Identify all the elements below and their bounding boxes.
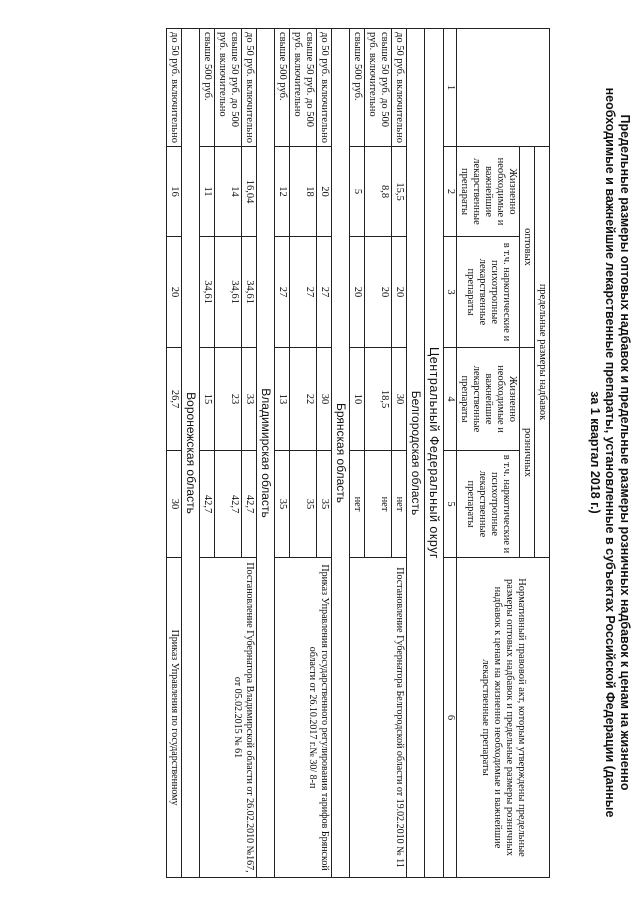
region-row xyxy=(407,29,425,878)
group-header: предельные размеры надбавок xyxy=(535,147,550,558)
range-header xyxy=(457,29,550,147)
wholesale-narcotic-header: в т.ч. наркотические и психотропные лекарственные препараты xyxy=(457,237,520,348)
retail-narcotic-value: 35 xyxy=(290,451,317,558)
column-index: 3 xyxy=(444,237,457,348)
price-range: до 50 руб. включительно xyxy=(392,29,407,147)
column-index: 2 xyxy=(444,147,457,237)
region-row xyxy=(182,29,200,878)
wholesale-vital-header: Жизненно необходимые и важнейшие лекарственные препараты xyxy=(457,147,520,237)
wholesale-vital-value: 11 xyxy=(200,147,215,237)
wholesale-narcotic-value: 27 xyxy=(275,237,290,348)
column-index-row xyxy=(444,29,457,878)
region-name: Владимирская область xyxy=(257,29,275,878)
price-range: свыше 500 руб. xyxy=(275,29,290,147)
table-row xyxy=(392,29,407,878)
wholesale-vital-value: 16,04 xyxy=(242,147,257,237)
retail-vital-value: 15 xyxy=(200,348,215,451)
region-row xyxy=(332,29,350,878)
act-header: Нормативный правовой акт, которым утверждены предельные размеры оптовых надбавок и предельные размеры розничных надбавок к ценам на жизненно необходимые и важнейшие лекарственные препараты xyxy=(457,558,550,878)
region-name: Брянская область xyxy=(332,29,350,878)
region-row xyxy=(257,29,275,878)
retail-vital-value: 26,7 xyxy=(167,348,182,451)
retail-vital-value: 13 xyxy=(275,348,290,451)
wholesale-vital-value: 12 xyxy=(275,147,290,237)
markup-limits-table xyxy=(166,28,550,878)
retail-narcotic-value: 42,7 xyxy=(200,451,215,558)
column-index: 4 xyxy=(444,348,457,451)
retail-vital-value: 10 xyxy=(350,348,365,451)
wholesale-vital-value: 8,8 xyxy=(365,147,392,237)
retail-narcotic-value: нет xyxy=(365,451,392,558)
retail-header: розничных xyxy=(520,348,535,558)
wholesale-narcotic-value: 34,61 xyxy=(242,237,257,348)
retail-narcotic-value: нет xyxy=(392,451,407,558)
legal-act: Постановление Губернатора Владимирской области от 26.02.2010 №167, от 05.02.2015 № 61 xyxy=(200,558,257,878)
wholesale-narcotic-value: 34,61 xyxy=(200,237,215,348)
district-name: Центральный Федеральный округ xyxy=(425,29,444,878)
retail-vital-value: 30 xyxy=(392,348,407,451)
wholesale-vital-value: 5 xyxy=(350,147,365,237)
retail-vital-value: 33 xyxy=(242,348,257,451)
retail-vital-value: 22 xyxy=(290,348,317,451)
wholesale-vital-value: 18 xyxy=(290,147,317,237)
wholesale-vital-value: 15,5 xyxy=(392,147,407,237)
wholesale-narcotic-value: 20 xyxy=(167,237,182,348)
retail-vital-value: 18,5 xyxy=(365,348,392,451)
price-range: до 50 руб. включительно xyxy=(242,29,257,147)
wholesale-narcotic-value: 27 xyxy=(317,237,332,348)
wholesale-narcotic-value: 20 xyxy=(350,237,365,348)
price-range: свыше 500 руб. xyxy=(350,29,365,147)
column-index: 1 xyxy=(444,29,457,147)
retail-narcotic-value: 35 xyxy=(275,451,290,558)
district-row xyxy=(425,29,444,878)
title-line-3: за 1 квартал 2018 г.) xyxy=(588,391,602,514)
table-row xyxy=(242,29,257,878)
retail-narcotic-value: 42,7 xyxy=(215,451,242,558)
column-index: 6 xyxy=(444,558,457,878)
wholesale-vital-value: 14 xyxy=(215,147,242,237)
price-range: свыше 50 руб. до 500 руб. включительно xyxy=(290,29,317,147)
retail-vital-value: 30 xyxy=(317,348,332,451)
title-line-2: необходимые и важнейшие лекарственные препараты, установленные в субъектах Российской Федерации (данные xyxy=(603,87,617,818)
legal-act: Постановление Губернатора Белгородской области от 19.02.2010 № 11 xyxy=(350,558,407,878)
retail-vital-value: 23 xyxy=(215,348,242,451)
retail-vital-header: Жизненно необходимые и важнейшие лекарственные препараты xyxy=(457,348,520,451)
region-name: Воронежская область xyxy=(182,29,200,878)
price-range: свыше 50 руб. до 500 руб. включительно xyxy=(365,29,392,147)
retail-narcotic-value: 42,7 xyxy=(242,451,257,558)
wholesale-narcotic-value: 20 xyxy=(392,237,407,348)
wholesale-narcotic-value: 27 xyxy=(290,237,317,348)
table-row xyxy=(317,29,332,878)
wholesale-narcotic-value: 20 xyxy=(365,237,392,348)
price-range: до 50 руб. включительно xyxy=(167,29,182,147)
wholesale-vital-value: 16 xyxy=(167,147,182,237)
wholesale-narcotic-value: 34,61 xyxy=(215,237,242,348)
column-index: 5 xyxy=(444,451,457,558)
document-title xyxy=(587,40,632,865)
title-line-1: Предельные размеры оптовых надбавок и предельные размеры розничных надбавок к ценам на жизненно xyxy=(618,114,632,791)
price-range: до 50 руб. включительно xyxy=(317,29,332,147)
price-range: свыше 500 руб. xyxy=(200,29,215,147)
retail-narcotic-value: нет xyxy=(350,451,365,558)
legal-act: Приказ Управления по государственному xyxy=(167,558,182,878)
retail-narcotic-header: в т.ч. наркотические и психотропные лекарственные препараты xyxy=(457,451,520,558)
wholesale-header: оптовых xyxy=(520,147,535,348)
legal-act: Приказ Управления государственного регулирования тарифов Брянской области от 26.10.2017 г.№ 30/ 8-п xyxy=(275,558,332,878)
region-name: Белгородская область xyxy=(407,29,425,878)
retail-narcotic-value: 30 xyxy=(167,451,182,558)
table-row xyxy=(167,29,182,878)
price-range: свыше 50 руб. до 500 руб. включительно xyxy=(215,29,242,147)
wholesale-vital-value: 20 xyxy=(317,147,332,237)
retail-narcotic-value: 35 xyxy=(317,451,332,558)
